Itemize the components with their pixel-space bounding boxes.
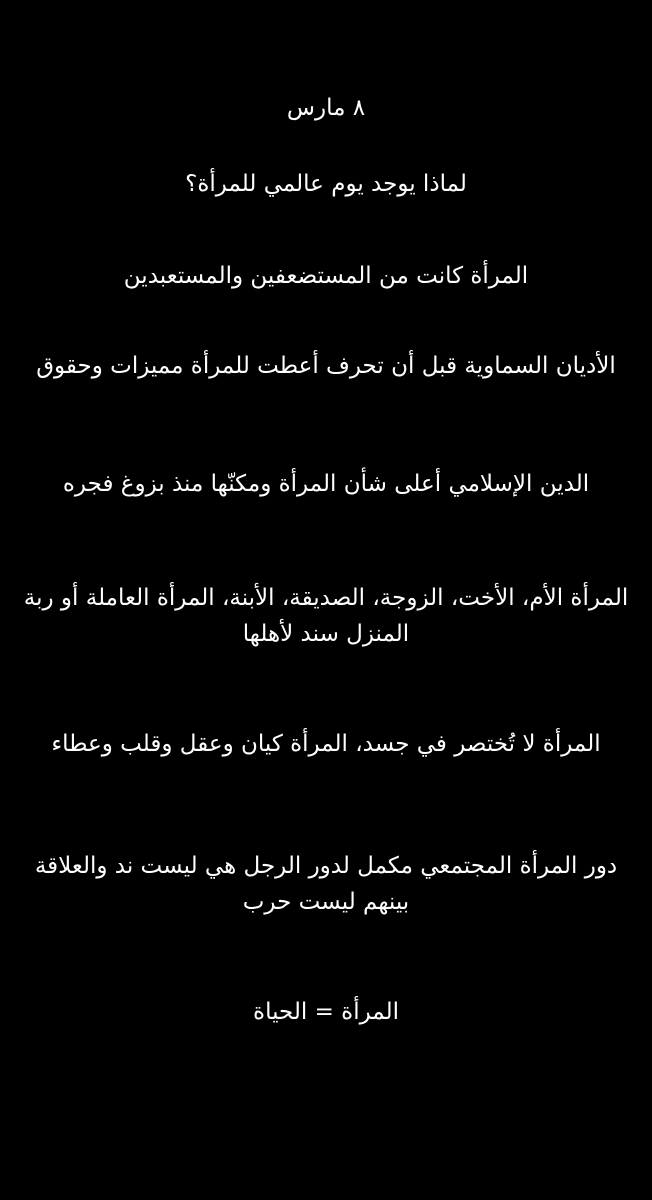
question-line: لماذا يوجد يوم عالمي للمرأة؟ xyxy=(185,171,467,197)
story-line-6: دور المرأة المجتمعي مكمل لدور الرجل هي ليست ند والعلاقة بينهم ليست حرب xyxy=(34,853,618,915)
story-line-1: المرأة كانت من المستضعفين والمستعبدين xyxy=(123,263,529,289)
story-line-3: الدين الإسلامي أعلى شأن المرأة ومكنّها منذ بزوغ فجره xyxy=(62,471,590,497)
story-line-7: المرأة = الحياة xyxy=(253,999,399,1025)
date-heading: ٨ مارس xyxy=(286,95,366,121)
story-line-5: المرأة لا تُختصر في جسد، المرأة كيان وعقل وقلب وعطاء xyxy=(51,731,601,757)
story-line-2: الأديان السماوية قبل أن تحرف أعطت للمرأة مميزات وحقوق xyxy=(36,353,616,379)
story-line-4: المرأة الأم، الأخت، الزوجة، الصديقة، الأبنة، المرأة العاملة أو ربة المنزل سند لأهلها xyxy=(23,585,629,647)
